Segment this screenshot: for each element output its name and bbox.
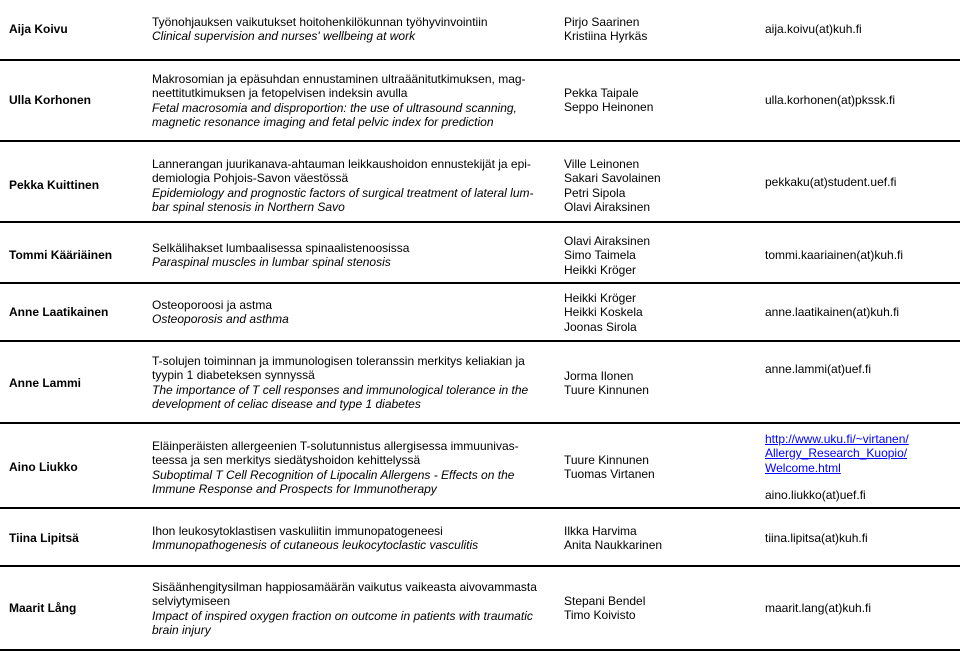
title-fi-line: Sisäänhengitysilman happiosamäärän vaikutus vaikeasta aivovammasta [152,580,537,594]
email-address: ulla.korhonen(at)pkssk.fi [765,93,896,107]
supervisor-name: Seppo Heinonen [564,100,654,115]
supervisors [564,15,744,44]
supervisor-name: Ville Leinonen [564,157,640,171]
contact-info [765,432,955,503]
supervisor-name: Pekka Taipale [564,86,639,100]
title-fi-line: neettitutkimuksen ja fetopelvisen indeksin avulla [152,86,408,101]
title-en-line: Suboptimal T Cell Recognition of Lipocalin Allergens - Effects on the [152,467,515,482]
supervisor-name: Olavi Airaksinen [564,234,651,248]
supervisors [564,524,744,553]
title-en-line: brain injury [152,623,211,638]
title-fi-line: Osteoporoosi ja astma [152,298,273,312]
link-line: http://www.uku.fi/~virtanen/ [765,432,909,446]
email-address: pekkaku(at)student.uef.fi [765,175,897,189]
supervisor-name: Stepani Bendel [564,594,646,608]
supervisor-name: Jorma Ilonen [564,369,634,383]
row-divider [0,221,960,223]
email-address: anne.lammi(at)uef.fi [765,362,872,376]
supervisor-name: Sakari Savolainen [564,171,661,186]
title-fi-line: tyypin 1 diabeteksen synnyssä [152,368,315,383]
row-divider [0,565,960,567]
supervisors [564,594,744,623]
supervisors [564,157,744,215]
supervisor-name: Olavi Airaksinen [564,200,651,215]
title-fi-line: teessa ja sen merkitys siedätyshoidon kehittelyssä [152,453,421,468]
email-address: tommi.kaariainen(at)kuh.fi [765,248,904,262]
title-en-line: Paraspinal muscles in lumbar spinal stenosis [152,255,391,270]
supervisor-name: Anita Naukkarinen [564,538,663,553]
student-name: Aino Liukko [9,460,78,474]
title-fi-line: Selkälihakset lumbaalisessa spinaalistenoosissa [152,241,410,255]
supervisor-name: Pirjo Saarinen [564,15,640,29]
thesis-title [152,580,552,638]
thesis-title [152,72,552,130]
title-en-line: magnetic resonance imaging and fetal pelvic index for prediction [152,115,494,130]
email-address: aija.koivu(at)kuh.fi [765,22,862,36]
title-en-line: Immunopathogenesis of cutaneous leukocytoclastic vasculitis [152,538,479,553]
supervisor-name: Kristiina Hyrkäs [564,29,648,44]
thesis-title [152,439,552,497]
student-name: Aija Koivu [9,22,68,36]
email-address: aino.liukko(at)uef.fi [765,488,866,503]
supervisor-name: Simo Taimela [564,248,636,263]
link-line: Welcome.html [765,460,841,475]
row-divider [0,59,960,61]
supervisor-name: Ilkka Harvima [564,524,637,538]
title-en-line: Osteoporosis and asthma [152,312,289,327]
thesis-title [152,524,552,553]
supervisors [564,234,744,277]
thesis-title [152,241,552,270]
row-divider [0,340,960,342]
title-en-line: Clinical supervision and nurses' wellbeing at work [152,29,416,44]
student-name: Maarit Lång [9,601,77,615]
title-en-line: Impact of inspired oxygen fraction on outcome in patients with traumatic [152,608,533,623]
title-en-line: Fetal macrosomia and disproportion: the use of ultrasound scanning, [152,100,517,115]
student-name: Tommi Kääriäinen [9,248,113,262]
supervisor-name: Tuure Kinnunen [564,383,649,398]
supervisor-name: Joonas Sirola [564,319,637,334]
supervisor-name: Heikki Kröger [564,291,637,305]
research-group-link[interactable] [765,432,955,475]
student-name: Tiina Lipitsä [9,531,79,545]
thesis-title [152,157,552,215]
title-fi-line: selviytymiseen [152,594,231,609]
supervisors [564,291,744,334]
row-divider [0,140,960,142]
supervisors [564,86,744,115]
thesis-title [152,354,552,412]
title-fi-line: Työnohjauksen vaikutukset hoitohenkilökunnan työhyvinvointiin [152,15,488,29]
supervisor-name: Heikki Kröger [564,262,637,277]
supervisor-name: Tuure Kinnunen [564,453,649,467]
supervisor-name: Heikki Koskela [564,305,643,320]
supervisor-name: Petri Sipola [564,185,626,200]
thesis-title [152,298,552,327]
title-en-line: Epidemiology and prognostic factors of surgical treatment of lateral lum- [152,185,534,200]
supervisors [564,369,744,398]
student-name: Pekka Kuittinen [9,178,100,192]
link-line: Allergy_Research_Kuopio/ [765,446,908,461]
thesis-title [152,15,552,44]
supervisors [564,453,744,482]
title-fi-line: Eläinperäisten allergeenien T-solutunnistus allergisessa immuunivas- [152,439,519,453]
title-fi-line: Lannerangan juurikanava-ahtauman leikkaushoidon ennustekijät ja epi- [152,157,531,171]
email-address: anne.laatikainen(at)kuh.fi [765,305,900,319]
title-en-line: Immune Response and Prospects for Immunotherapy [152,482,437,497]
email-address: maarit.lang(at)kuh.fi [765,601,872,615]
row-divider [0,507,960,509]
row-divider [0,282,960,284]
title-fi-line: Ihon leukosytoklastisen vaskuliitin immunopatogeneesi [152,524,443,538]
supervisor-name: Tuomas Virtanen [564,467,655,482]
title-fi-line: Makrosomian ja epäsuhdan ennustaminen ultraäänitutkimuksen, mag- [152,72,526,86]
student-name: Ulla Korhonen [9,93,92,107]
title-fi-line: T-solujen toiminnan ja immunologisen toleranssin merkitys keliakian ja [152,354,525,368]
title-en-line: development of celiac disease and type 1 diabetes [152,397,421,412]
title-en-line: The importance of T cell responses and immunological tolerance in the [152,382,529,397]
email-address: tiina.lipitsa(at)kuh.fi [765,531,868,545]
student-name: Anne Lammi [9,376,82,390]
row-divider [0,422,960,424]
supervisor-name: Timo Koivisto [564,608,636,623]
title-en-line: bar spinal stenosis in Northern Savo [152,200,345,215]
title-fi-line: demiologia Pohjois-Savon väestössä [152,171,349,186]
student-name: Anne Laatikainen [9,305,109,319]
